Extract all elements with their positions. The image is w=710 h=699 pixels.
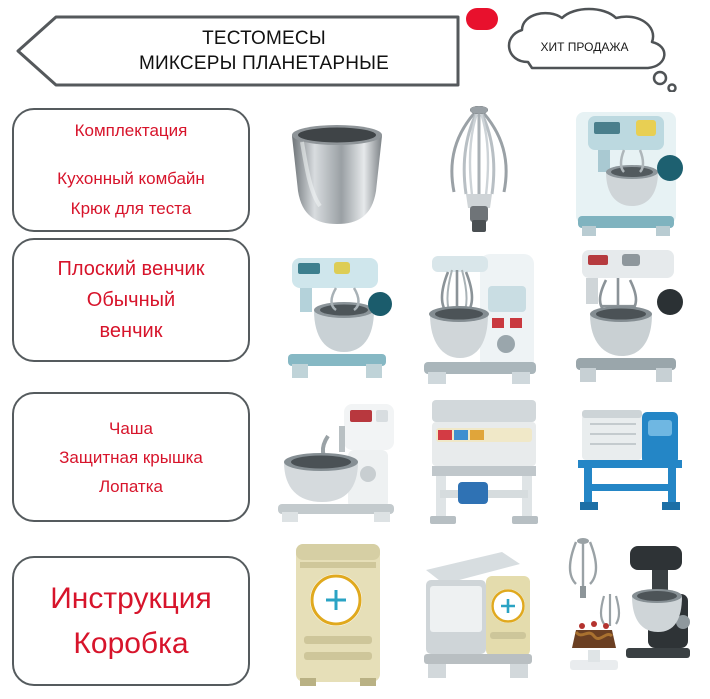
feature-box-whisks: [12, 238, 250, 362]
page-title-line1: ТЕСТОМЕСЫ: [202, 28, 326, 49]
planetary-mixer-small-icon: [270, 246, 406, 388]
horizontal-dough-mixer-icon: [414, 394, 554, 528]
horizontal-dough-mixer-blue-icon: [562, 396, 698, 526]
feature-line: Коробка: [73, 627, 189, 660]
feature-line: Защитная крышка: [59, 447, 203, 467]
product-image-planetary-mixer-teal: [558, 98, 694, 240]
dough-mixer-cream-cabinet-icon: [270, 538, 404, 688]
product-image-spiral-dough-mixer-white: [270, 396, 408, 524]
feature-line: Обычный: [86, 288, 176, 311]
product-image-stand-mixer-with-cake: [556, 536, 696, 688]
feature-box-equipment-set: [12, 108, 250, 232]
feature-line: Лопатка: [99, 476, 163, 496]
product-image-grid: [262, 96, 702, 692]
product-image-planetary-mixer-grey-stand: [558, 240, 694, 388]
product-image-horizontal-dough-mixer-blue: [562, 396, 698, 526]
feature-line: Крюк для теста: [70, 199, 192, 218]
hit-sales-label: ХИТ ПРОДАЖА: [540, 40, 629, 54]
stand-mixer-with-cake-icon: [556, 536, 696, 688]
page-title-line2: МИКСЕРЫ ПЛАНЕТАРНЫЕ: [138, 53, 390, 74]
feature-box-bowl-accessories: [12, 392, 250, 522]
product-image-horizontal-dough-mixer-steel: [414, 394, 554, 528]
feature-line: венчик: [99, 319, 163, 342]
spiral-dough-mixer-icon: [270, 396, 408, 524]
planetary-mixer-icon: [558, 98, 694, 240]
feature-box-manual-box: [12, 556, 250, 686]
hit-sales-badge: [492, 6, 682, 92]
planetary-mixer-grey-icon: [558, 240, 694, 388]
mixing-bowl-icon: [272, 106, 402, 236]
product-image-planetary-mixer-small-teal: [270, 246, 406, 388]
feature-line: Чаша: [109, 418, 153, 438]
product-image-wire-balloon-whisk: [414, 100, 544, 240]
planetary-mixer-white-icon: [410, 242, 550, 388]
dough-mixer-open-lid-icon: [410, 540, 550, 688]
product-image-stainless-mixing-bowl: [272, 106, 402, 236]
feature-line: Комплектация: [74, 121, 188, 140]
feature-line: Кухонный комбайн: [57, 169, 205, 188]
feature-line: Инструкция: [50, 582, 212, 615]
product-image-dough-mixer-cream-open-lid: [410, 540, 550, 688]
header-banner: [14, 14, 464, 88]
page-title: [74, 26, 454, 76]
feature-line: Плоский венчик: [57, 257, 205, 280]
product-image-dough-mixer-cream-cabinet: [270, 538, 404, 688]
balloon-whisk-icon: [414, 100, 544, 240]
product-image-planetary-mixer-white-panel: [410, 242, 550, 388]
